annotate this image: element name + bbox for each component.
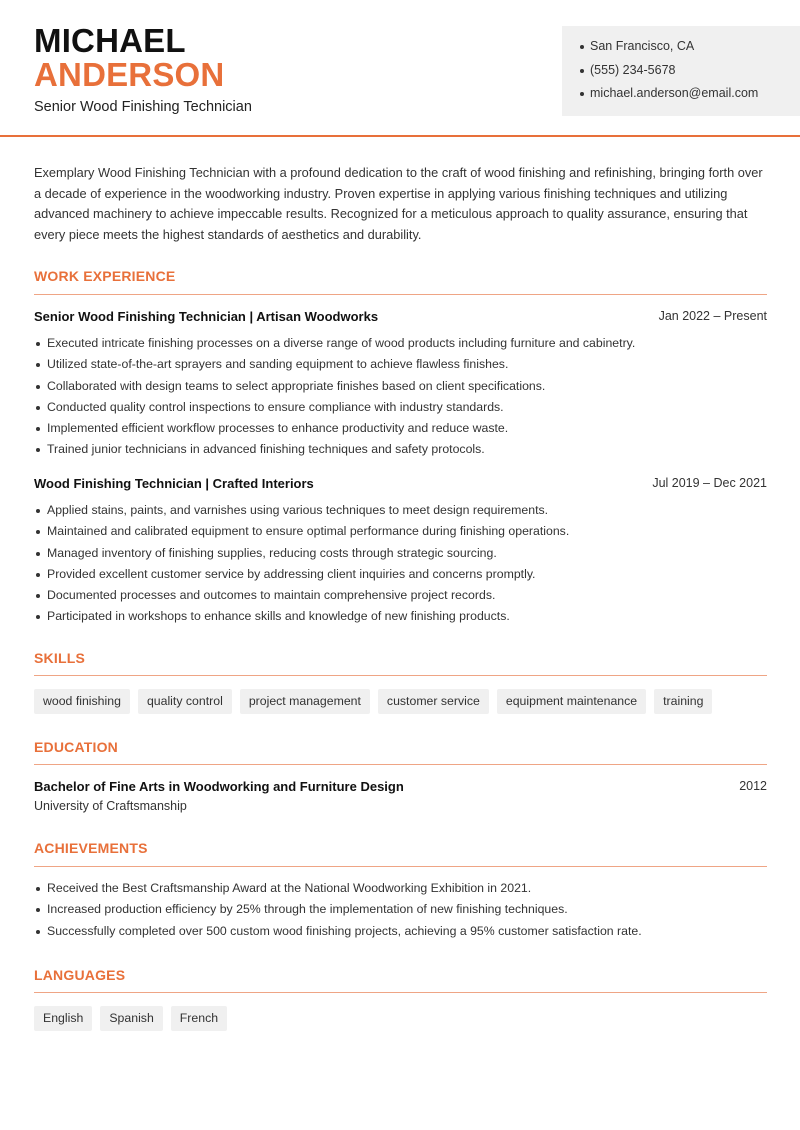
- job-title: Senior Wood Finishing Technician: [34, 99, 252, 115]
- contact-phone: (555) 234-5678: [580, 62, 800, 86]
- language-chip: French: [171, 1006, 227, 1031]
- candidate-name: [34, 24, 224, 92]
- job-bullet: Executed intricate finishing processes on a diverse range of wood products including furniture and cabinetry.: [34, 335, 767, 356]
- skills-list: [34, 689, 712, 714]
- skill-chip: quality control: [138, 689, 232, 714]
- achievement-item: Received the Best Craftsmanship Award at the National Woodworking Exhibition in 2021.: [34, 880, 767, 901]
- first-name: MICHAEL: [34, 22, 186, 59]
- job-dates: Jul 2019 – Dec 2021: [652, 476, 767, 490]
- achievement-item: Increased production efficiency by 25% through the implementation of new finishing techniques.: [34, 901, 767, 922]
- contact-box: [562, 26, 800, 116]
- job-role: Wood Finishing Technician | Crafted Interiors: [34, 476, 314, 491]
- languages-title: LANGUAGES: [34, 967, 126, 983]
- work-experience-title: WORK EXPERIENCE: [34, 268, 176, 284]
- contact-location: San Francisco, CA: [580, 38, 800, 62]
- job-bullet: Managed inventory of finishing supplies, reducing costs through strategic sourcing.: [34, 545, 767, 566]
- work-experience-divider: [34, 294, 767, 295]
- resume-header: [0, 0, 800, 137]
- skill-chip: training: [654, 689, 712, 714]
- language-chip: English: [34, 1006, 92, 1031]
- education-year: 2012: [739, 779, 767, 793]
- job-role: Senior Wood Finishing Technician | Artisan Woodworks: [34, 309, 379, 324]
- job-dates: Jan 2022 – Present: [658, 309, 767, 323]
- skill-chip: customer service: [378, 689, 489, 714]
- job-entry-header: [34, 309, 767, 327]
- job-bullet: Implemented efficient workflow processes to enhance productivity and reduce waste.: [34, 420, 767, 441]
- education-divider: [34, 764, 767, 765]
- job-bullets: [34, 335, 767, 463]
- languages-list: [34, 1006, 227, 1031]
- language-chip: Spanish: [100, 1006, 162, 1031]
- job-bullet: Conducted quality control inspections to ensure compliance with industry standards.: [34, 399, 767, 420]
- skills-divider: [34, 675, 767, 676]
- summary: Exemplary Wood Finishing Technician with a profound dedication to the craft of wood finishing and refinishing, bringing forth over a decade of experience in the woodworking industry. Proven expertise in applying various finishing techniques and utilizing advanced machinery to achieve impeccable results. Recognized for a meticulous approach to quality assurance, ensuring that every piece meets the highest standards of aesthetics and durability.: [34, 165, 763, 242]
- job-bullet: Documented processes and outcomes to maintain comprehensive project records.: [34, 587, 767, 608]
- job-bullet: Maintained and calibrated equipment to ensure optimal performance during finishing operations.: [34, 523, 767, 544]
- languages-divider: [34, 992, 767, 993]
- job-entry-header: [34, 476, 767, 494]
- achievement-item: Successfully completed over 500 custom wood finishing projects, achieving a 95% customer satisfaction rate.: [34, 923, 767, 944]
- job-bullet: Participated in workshops to enhance skills and knowledge of new finishing products.: [34, 608, 767, 629]
- education-title: EDUCATION: [34, 739, 118, 755]
- achievements-divider: [34, 866, 767, 867]
- education-degree: Bachelor of Fine Arts in Woodworking and Furniture Design: [34, 779, 404, 794]
- contact-email: michael.anderson@email.com: [580, 85, 800, 109]
- job-bullet: Collaborated with design teams to select appropriate finishes based on client specifications.: [34, 378, 767, 399]
- skills-title: SKILLS: [34, 650, 85, 666]
- achievements-title: ACHIEVEMENTS: [34, 840, 148, 856]
- job-bullet: Applied stains, paints, and varnishes using various techniques to meet design requirements.: [34, 502, 767, 523]
- skill-chip: wood finishing: [34, 689, 130, 714]
- education-school: University of Craftsmanship: [34, 799, 187, 813]
- skill-chip: equipment maintenance: [497, 689, 646, 714]
- job-bullets: [34, 502, 767, 630]
- skill-chip: project management: [240, 689, 370, 714]
- achievements-list: [34, 880, 767, 944]
- last-name: ANDERSON: [34, 56, 225, 93]
- job-bullet: Provided excellent customer service by addressing client inquiries and concerns promptly.: [34, 566, 767, 587]
- job-bullet: Trained junior technicians in advanced finishing techniques and safety protocols.: [34, 441, 767, 462]
- job-bullet: Utilized state-of-the-art sprayers and sanding equipment to achieve flawless finishes.: [34, 356, 767, 377]
